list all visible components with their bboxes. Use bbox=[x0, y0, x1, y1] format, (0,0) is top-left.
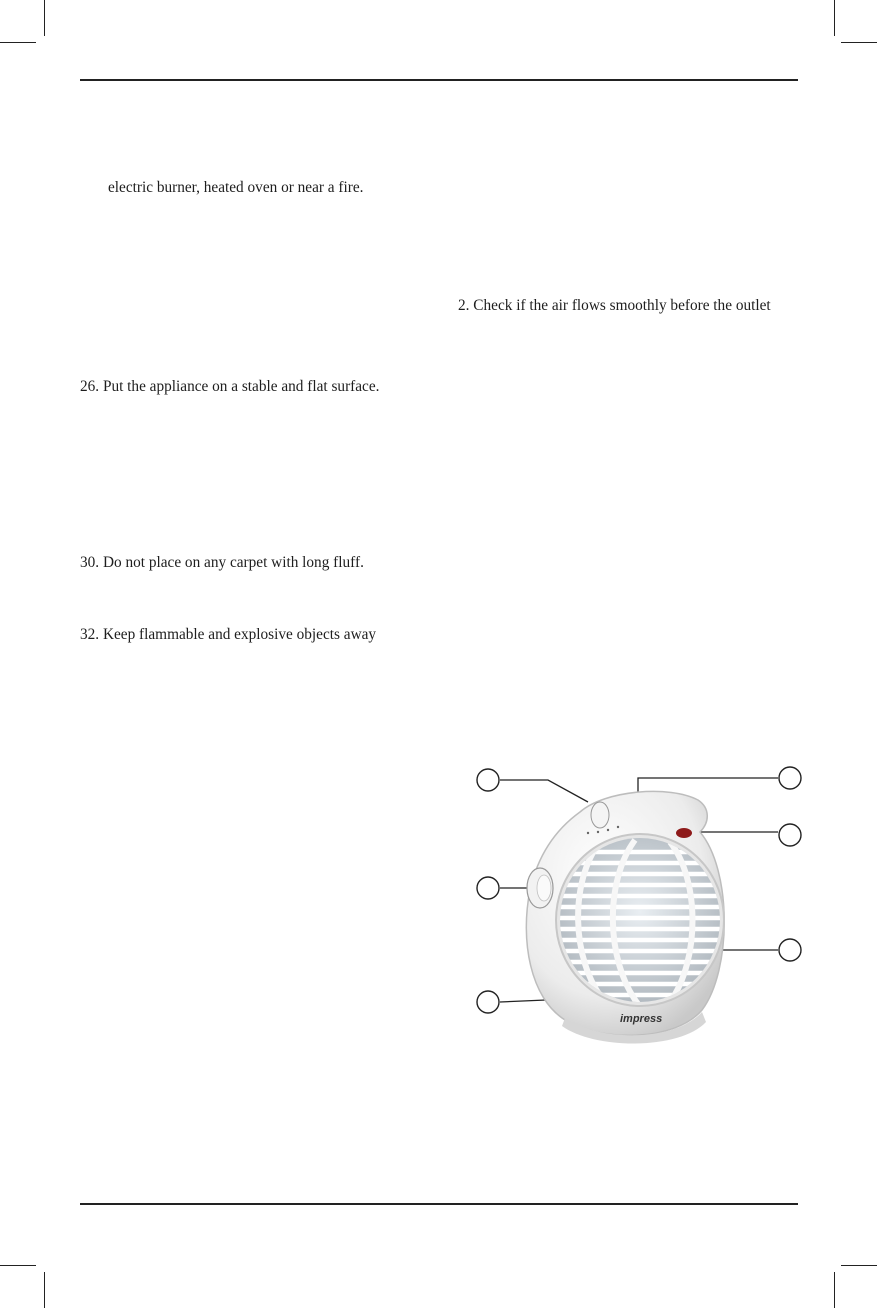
header-rule bbox=[80, 79, 798, 81]
crop-mark bbox=[0, 1265, 36, 1266]
crop-mark bbox=[44, 0, 45, 36]
crop-mark bbox=[841, 42, 877, 43]
callout-circle bbox=[779, 824, 801, 846]
crop-mark bbox=[834, 1272, 835, 1308]
crop-mark bbox=[834, 0, 835, 36]
callout-circle bbox=[477, 769, 499, 791]
text-line-30-carpet: 30. Do not place on any carpet with long fluff. bbox=[80, 554, 364, 571]
callout-circle bbox=[477, 991, 499, 1013]
thermostat-dial bbox=[591, 802, 609, 828]
callout-circle bbox=[779, 767, 801, 789]
brand-logo: impress bbox=[620, 1013, 663, 1025]
callout-circle bbox=[477, 877, 499, 899]
callout-circle bbox=[779, 939, 801, 961]
crop-mark bbox=[44, 1272, 45, 1308]
footer-rule bbox=[80, 1203, 798, 1205]
heater-diagram bbox=[470, 760, 810, 1050]
leader-line bbox=[500, 1000, 546, 1002]
crop-mark bbox=[0, 42, 36, 43]
text-line-32-flammable: 32. Keep flammable and explosive objects away bbox=[80, 626, 377, 643]
power-indicator-light bbox=[676, 828, 692, 838]
text-line-check-air-flow: 2. Check if the air flows smoothly before the outlet bbox=[458, 297, 771, 314]
crop-mark bbox=[841, 1265, 877, 1266]
text-line-26-stable-surface: 26. Put the appliance on a stable and flat surface. bbox=[80, 378, 380, 395]
text-line-electric-burner: electric burner, heated oven or near a fire. bbox=[108, 179, 364, 196]
leader-line bbox=[500, 780, 588, 802]
